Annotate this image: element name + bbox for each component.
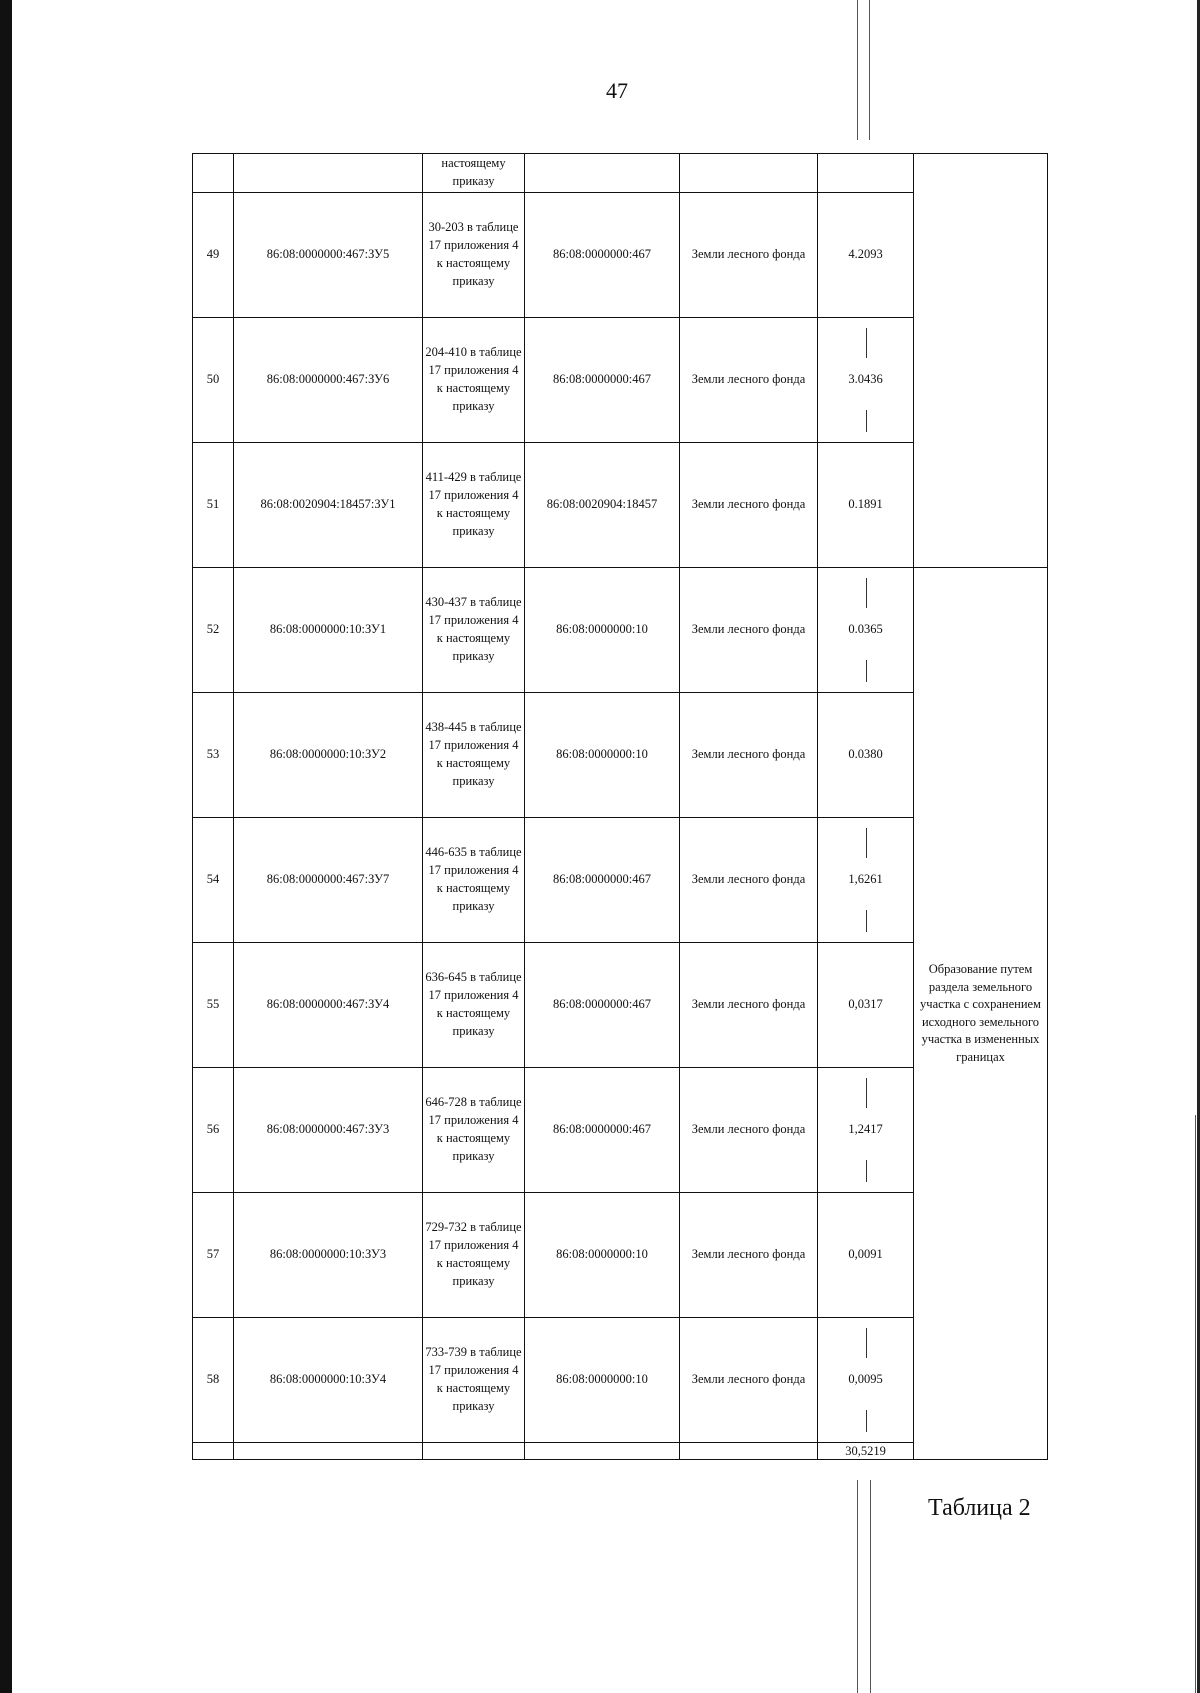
cell-original-cadastral-number <box>525 818 680 943</box>
cell-area-text: 0.0380 <box>848 747 883 762</box>
cell-number-text: 52 <box>206 622 220 637</box>
cell-reference-text: 204-410 в таблице 17 приложения 4 к настоящему приказу <box>425 345 522 413</box>
cell-original-cadastral-number <box>525 943 680 1068</box>
cell-new-cadastral-number-text: 86:08:0000000:467:ЗУ4 <box>266 997 390 1012</box>
cell-number-text: 55 <box>206 997 220 1012</box>
cell-land-category-text: Земли лесного фонда <box>691 872 806 887</box>
scan-artifact-line <box>857 1480 858 1693</box>
scan-tick-mark <box>866 1410 867 1432</box>
cell-number-text: 49 <box>206 247 220 262</box>
cell-original-cadastral-number-text: 86:08:0000000:467 <box>553 872 651 887</box>
cell-original-cadastral-number <box>525 693 680 818</box>
cell-empty <box>680 1443 818 1460</box>
cell-number-text: 50 <box>206 372 220 387</box>
cell-reference <box>423 1193 525 1318</box>
cell-number <box>193 1193 234 1318</box>
cell-original-cadastral-number-text: 86:08:0000000:467 <box>553 997 651 1012</box>
scan-tick-mark <box>866 578 867 608</box>
cell-new-cadastral-number-text: 86:08:0000000:10:ЗУ1 <box>269 622 387 637</box>
cell-reference-text: 636-645 в таблице 17 приложения 4 к настоящему приказу <box>425 970 522 1038</box>
cell-land-category <box>680 1193 818 1318</box>
cell-number <box>193 193 234 318</box>
cell-reference <box>423 1318 525 1443</box>
cell-area-text: 0,0317 <box>848 997 883 1012</box>
scan-tick-mark <box>866 1078 867 1108</box>
cell-reference-text: 411-429 в таблице 17 приложения 4 к настоящему приказу <box>425 470 522 538</box>
cell-area <box>818 818 914 943</box>
scan-artifact-line <box>869 0 870 140</box>
scan-tick-mark <box>866 410 867 432</box>
scan-tick-mark <box>866 910 867 932</box>
cell-total-area: 30,5219 <box>818 1443 914 1460</box>
cell-reference <box>423 193 525 318</box>
cell-number-text: 51 <box>206 497 220 512</box>
cell-land-category <box>680 1068 818 1193</box>
cell-reference <box>423 443 525 568</box>
cell-land-category <box>680 443 818 568</box>
cell-land-category-text: Земли лесного фонда <box>691 497 806 512</box>
cell-reference-text: 729-732 в таблице 17 приложения 4 к настоящему приказу <box>425 1220 522 1288</box>
cell-number <box>193 943 234 1068</box>
cell-new-cadastral-number-text: 86:08:0000000:10:ЗУ4 <box>269 1372 387 1387</box>
cell-area-text: 1,2417 <box>848 1122 883 1137</box>
cell-land-category <box>680 1318 818 1443</box>
cell-land-category <box>680 154 818 193</box>
cell-land-category <box>680 693 818 818</box>
cell-new-cadastral-number-text: 86:08:0000000:467:ЗУ3 <box>266 1122 390 1137</box>
cell-number <box>193 1068 234 1193</box>
cell-number <box>193 154 234 193</box>
cell-land-category <box>680 818 818 943</box>
cell-area <box>818 693 914 818</box>
cell-new-cadastral-number <box>234 318 423 443</box>
cell-land-category-text: Земли лесного фонда <box>691 747 806 762</box>
cell-original-cadastral-number-text: 86:08:0000000:467 <box>553 372 651 387</box>
cell-new-cadastral-number <box>234 818 423 943</box>
cell-land-category <box>680 943 818 1068</box>
cell-area <box>818 943 914 1068</box>
scan-tick-mark <box>866 660 867 682</box>
cell-land-category-text: Земли лесного фонда <box>691 1122 806 1137</box>
cell-land-category-text: Земли лесного фонда <box>691 622 806 637</box>
cell-new-cadastral-number-text: 86:08:0020904:18457:ЗУ1 <box>260 497 396 512</box>
cell-new-cadastral-number <box>234 1318 423 1443</box>
cell-original-cadastral-number <box>525 568 680 693</box>
land-parcel-table <box>192 153 1048 1460</box>
cell-land-category-text: Земли лесного фонда <box>691 372 806 387</box>
table-body <box>193 154 1048 1460</box>
cell-original-cadastral-number <box>525 318 680 443</box>
cell-land-category <box>680 318 818 443</box>
cell-new-cadastral-number <box>234 943 423 1068</box>
cell-area <box>818 193 914 318</box>
cell-number-text: 54 <box>206 872 220 887</box>
cell-reference-text: 30-203 в таблице 17 приложения 4 к настоящему приказу <box>428 220 519 288</box>
cell-new-cadastral-number-text: 86:08:0000000:10:ЗУ2 <box>269 747 387 762</box>
cell-number <box>193 568 234 693</box>
cell-empty <box>423 1443 525 1460</box>
cell-area-text: 0.0365 <box>848 622 883 637</box>
cell-area-text: 3.0436 <box>848 372 883 387</box>
cell-new-cadastral-number-text: 86:08:0000000:467:ЗУ7 <box>266 872 390 887</box>
cell-new-cadastral-number-text: 86:08:0000000:467:ЗУ5 <box>266 247 390 262</box>
cell-reference-text: 438-445 в таблице 17 приложения 4 к настоящему приказу <box>425 720 522 788</box>
cell-reference-text: 646-728 в таблице 17 приложения 4 к настоящему приказу <box>425 1095 522 1163</box>
cell-original-cadastral-number-text: 86:08:0000000:10 <box>556 622 648 637</box>
cell-reference <box>423 568 525 693</box>
cell-area-text: 1,6261 <box>848 872 883 887</box>
cell-new-cadastral-number <box>234 193 423 318</box>
cell-new-cadastral-number <box>234 568 423 693</box>
cell-original-cadastral-number <box>525 193 680 318</box>
cell-area <box>818 1193 914 1318</box>
cell-area <box>818 443 914 568</box>
cell-original-cadastral-number <box>525 1068 680 1193</box>
scan-border-left <box>0 0 12 1693</box>
cell-new-cadastral-number-text: 86:08:0000000:467:ЗУ6 <box>266 372 390 387</box>
cell-original-cadastral-number <box>525 154 680 193</box>
cell-original-cadastral-number-text: 86:08:0020904:18457 <box>546 497 658 512</box>
cell-reference <box>423 943 525 1068</box>
cell-original-cadastral-number-text: 86:08:0000000:10 <box>556 1247 648 1262</box>
scan-artifact-line <box>870 1480 871 1693</box>
cell-original-cadastral-number-text: 86:08:0000000:10 <box>556 1372 648 1387</box>
scan-tick-mark <box>866 1328 867 1358</box>
cell-number <box>193 693 234 818</box>
cell-new-cadastral-number <box>234 1068 423 1193</box>
cell-empty <box>234 1443 423 1460</box>
table-caption: Таблица 2 <box>928 1495 1031 1521</box>
scan-tick-mark <box>866 828 867 858</box>
cell-note: Образование путем раздела земельного участка с сохранением исходного земельного участка в измененных границах <box>914 568 1048 1460</box>
scan-artifact-line <box>1195 1115 1196 1693</box>
cell-note <box>914 154 1048 568</box>
cell-new-cadastral-number <box>234 443 423 568</box>
cell-original-cadastral-number <box>525 443 680 568</box>
cell-number-text: 53 <box>206 747 220 762</box>
cell-original-cadastral-number <box>525 1318 680 1443</box>
cell-number <box>193 1318 234 1443</box>
scan-tick-mark <box>866 328 867 358</box>
table-row <box>193 154 1048 193</box>
cell-land-category <box>680 193 818 318</box>
cell-area <box>818 568 914 693</box>
cell-reference <box>423 1068 525 1193</box>
cell-number-text: 56 <box>206 1122 220 1137</box>
cell-reference <box>423 318 525 443</box>
cell-reference <box>423 693 525 818</box>
scan-artifact-line <box>857 0 858 140</box>
cell-new-cadastral-number <box>234 154 423 193</box>
cell-land-category-text: Земли лесного фонда <box>691 997 806 1012</box>
cell-land-category-text: Земли лесного фонда <box>691 1372 806 1387</box>
cell-number <box>193 318 234 443</box>
cell-area <box>818 318 914 443</box>
cell-new-cadastral-number <box>234 1193 423 1318</box>
cell-new-cadastral-number-text: 86:08:0000000:10:ЗУ3 <box>269 1247 387 1262</box>
cell-reference <box>423 818 525 943</box>
cell-area-text: 0,0091 <box>848 1247 883 1262</box>
cell-original-cadastral-number-text: 86:08:0000000:467 <box>553 1122 651 1137</box>
cell-land-category-text: Земли лесного фонда <box>691 1247 806 1262</box>
cell-reference: настоящему приказу <box>423 154 525 193</box>
cell-reference-text: 430-437 в таблице 17 приложения 4 к настоящему приказу <box>425 595 522 663</box>
page-number: 47 <box>606 78 628 103</box>
cell-area <box>818 1318 914 1443</box>
cell-reference-text: 733-739 в таблице 17 приложения 4 к настоящему приказу <box>425 1345 522 1413</box>
cell-area <box>818 1068 914 1193</box>
cell-land-category-text: Земли лесного фонда <box>691 247 806 262</box>
cell-original-cadastral-number-text: 86:08:0000000:467 <box>553 247 651 262</box>
cell-area-text: 0.1891 <box>848 497 883 512</box>
cell-area-text: 4.2093 <box>848 247 883 262</box>
scan-tick-mark <box>866 1160 867 1182</box>
cell-original-cadastral-number-text: 86:08:0000000:10 <box>556 747 648 762</box>
cell-empty <box>193 1443 234 1460</box>
cell-empty <box>525 1443 680 1460</box>
cell-area-text: 0,0095 <box>848 1372 883 1387</box>
cell-area <box>818 154 914 193</box>
cell-new-cadastral-number <box>234 693 423 818</box>
cell-number-text: 57 <box>206 1247 220 1262</box>
cell-number <box>193 443 234 568</box>
cell-reference-text: 446-635 в таблице 17 приложения 4 к настоящему приказу <box>425 845 522 913</box>
table-row <box>193 568 1048 693</box>
cell-land-category <box>680 568 818 693</box>
cell-number <box>193 818 234 943</box>
cell-original-cadastral-number <box>525 1193 680 1318</box>
cell-number-text: 58 <box>206 1372 220 1387</box>
